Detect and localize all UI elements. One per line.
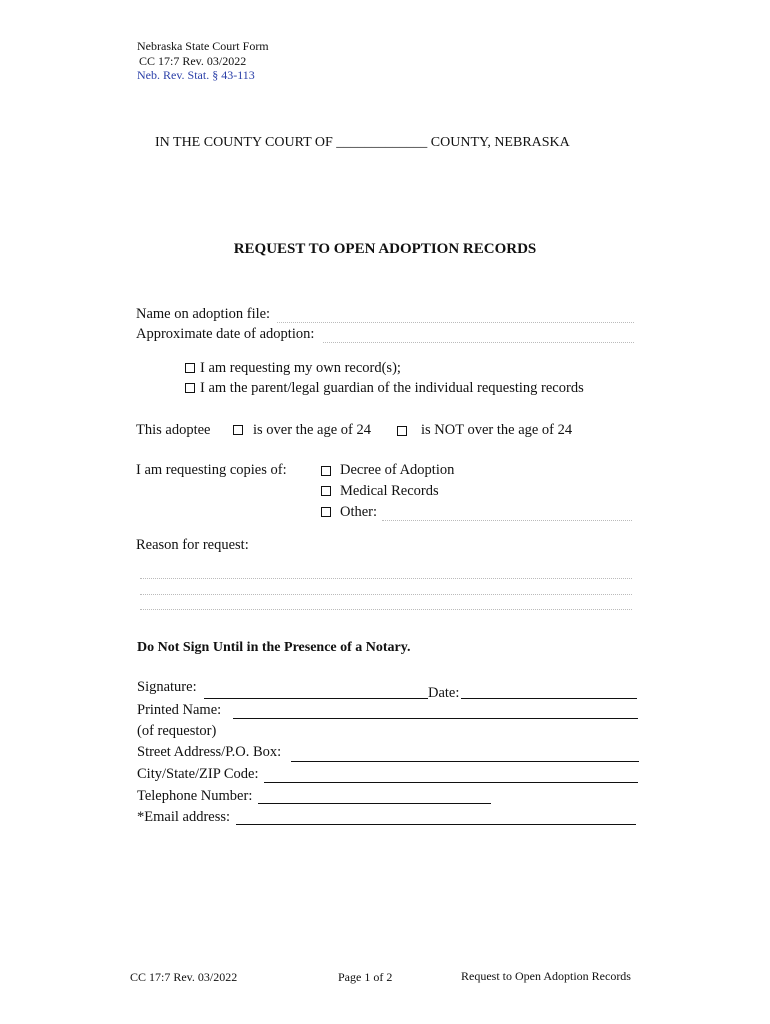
approx-date-field[interactable] — [323, 342, 634, 343]
adoptee-label: This adoptee — [136, 422, 211, 438]
own-record-label: I am requesting my own record(s); — [200, 360, 401, 376]
phone-label: Telephone Number: — [137, 788, 253, 804]
city-line[interactable] — [264, 782, 638, 783]
date-line[interactable] — [461, 698, 637, 699]
printed-name-label: Printed Name: — [137, 702, 222, 718]
footer-title: Request to Open Adoption Records — [461, 969, 631, 983]
footer-form-id: CC 17:7 Rev. 03/2022 — [130, 970, 238, 984]
signature-label: Signature: — [137, 679, 197, 695]
reason-label: Reason for request: — [136, 537, 249, 553]
not-over-24-label: is NOT over the age of 24 — [421, 422, 573, 438]
form-name: Nebraska State Court Form — [137, 39, 269, 53]
reason-line-1[interactable] — [140, 578, 632, 579]
form-revision: CC 17:7 Rev. 03/2022 — [139, 54, 247, 68]
email-label: *Email address: — [137, 809, 231, 825]
statute-link[interactable]: Neb. Rev. Stat. § 43-113 — [137, 68, 255, 82]
name-on-file-field[interactable] — [277, 322, 634, 323]
other-checkbox[interactable] — [321, 507, 331, 517]
decree-checkbox[interactable] — [321, 466, 331, 476]
copies-label: I am requesting copies of: — [136, 462, 287, 478]
reason-line-2[interactable] — [140, 594, 632, 595]
guardian-label: I am the parent/legal guardian of the individual requesting records — [200, 380, 584, 396]
date-label: Date: — [428, 685, 460, 701]
guardian-checkbox[interactable] — [185, 383, 195, 393]
city-label: City/State/ZIP Code: — [137, 766, 259, 782]
printed-name-line[interactable] — [233, 718, 638, 719]
signature-line[interactable] — [204, 698, 428, 699]
own-record-checkbox[interactable] — [185, 363, 195, 373]
not-over-24-checkbox[interactable] — [397, 426, 407, 436]
medical-checkbox[interactable] — [321, 486, 331, 496]
approx-date-label: Approximate date of adoption: — [136, 326, 315, 342]
email-line[interactable] — [236, 824, 636, 825]
notary-warning: Do Not Sign Until in the Presence of a Notary. — [137, 640, 411, 655]
over-24-checkbox[interactable] — [233, 425, 243, 435]
medical-label: Medical Records — [340, 483, 439, 499]
other-label: Other: — [340, 504, 378, 520]
of-requestor-label: (of requestor) — [137, 723, 217, 739]
address-label: Street Address/P.O. Box: — [137, 744, 282, 760]
phone-line[interactable] — [258, 803, 491, 804]
reason-line-3[interactable] — [140, 609, 632, 610]
footer-page: Page 1 of 2 — [338, 970, 393, 984]
court-line: IN THE COUNTY COURT OF _____________ COUNTY, NEBRASKA — [155, 135, 570, 150]
page-title: REQUEST TO OPEN ADOPTION RECORDS — [233, 241, 537, 257]
decree-label: Decree of Adoption — [340, 462, 455, 478]
address-line[interactable] — [291, 761, 639, 762]
over-24-label: is over the age of 24 — [253, 422, 371, 438]
name-on-file-label: Name on adoption file: — [136, 306, 271, 322]
other-field[interactable] — [382, 520, 632, 521]
